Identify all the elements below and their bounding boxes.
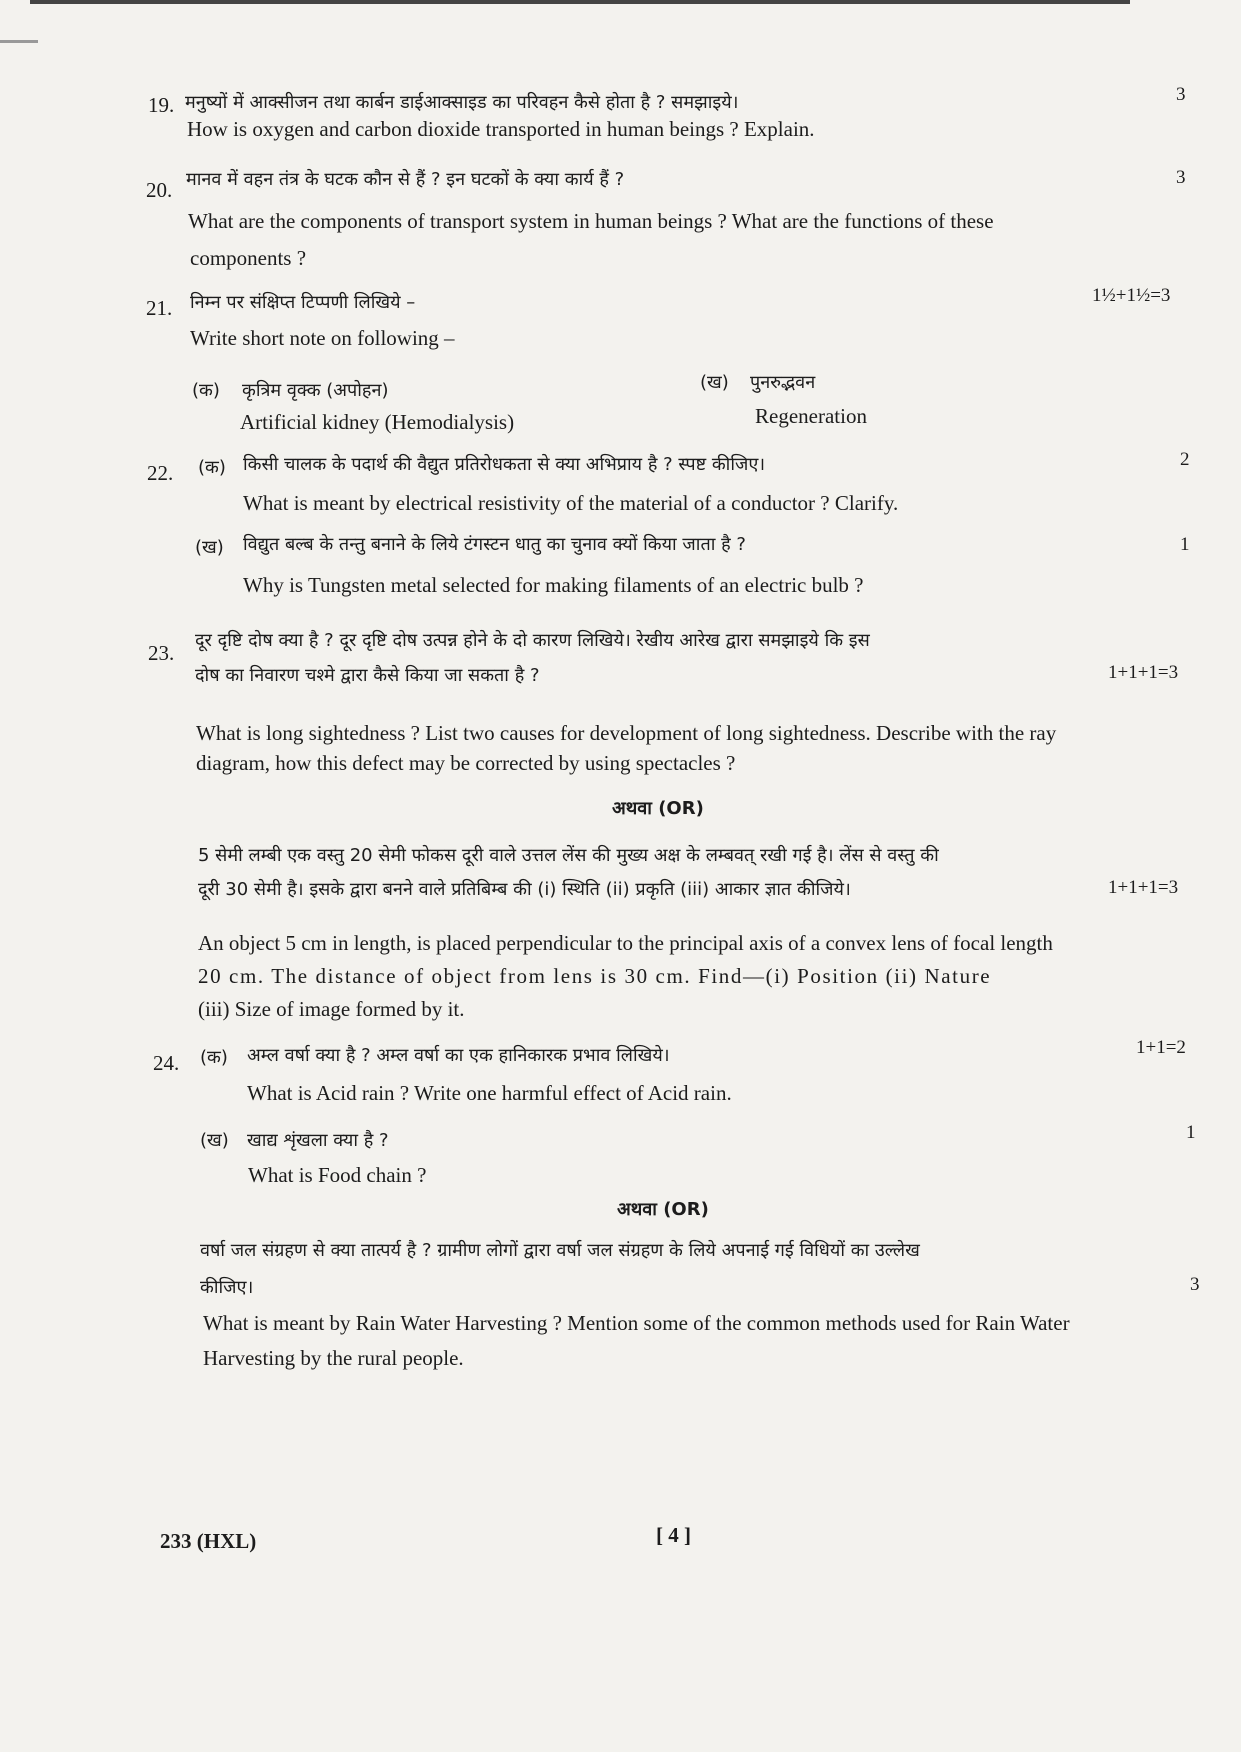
q24-or-heading: अथवा (OR) bbox=[617, 1199, 709, 1220]
q19-hindi: मनुष्यों में आक्सीजन तथा कार्बन डाईआक्साइड का परिवहन कैसे होता है ? समझाइये। bbox=[185, 92, 739, 113]
q21-hindi: निम्न पर संक्षिप्त टिप्पणी लिखिये – bbox=[190, 292, 416, 313]
page-corner-mark bbox=[0, 0, 38, 43]
q19-marks: 3 bbox=[1176, 84, 1186, 105]
q22-part-b-label: (ख) bbox=[195, 537, 224, 558]
q22-number: 22. bbox=[147, 461, 174, 485]
q22-part-a-english: What is meant by electrical resistivity of the material of a conductor ? Clarify. bbox=[243, 491, 899, 515]
q23-alt-hindi-line1: 5 सेमी लम्बी एक वस्तु 20 सेमी फोकस दूरी वाले उत्तल लेंस की मुख्य अक्ष के लम्बवत् रखी गई है। लेंस से वस्तु की bbox=[198, 845, 939, 866]
q24-part-a-marks: 1+1=2 bbox=[1136, 1037, 1186, 1058]
q21-part-a-english: Artificial kidney (Hemodialysis) bbox=[240, 410, 515, 434]
q20-number: 20. bbox=[146, 178, 173, 202]
q24-alt-english-line2: Harvesting by the rural people. bbox=[203, 1346, 464, 1370]
q24-part-a-hindi: अम्ल वर्षा क्या है ? अम्ल वर्षा का एक हानिकारक प्रभाव लिखिये। bbox=[247, 1045, 670, 1066]
q24-part-b-label: (ख) bbox=[200, 1130, 229, 1151]
q22-part-b-marks: 1 bbox=[1180, 534, 1190, 555]
q23-english-line1: What is long sightedness ? List two causes for development of long sightedness. Describe with the ray bbox=[196, 721, 1057, 745]
q20-hindi: मानव में वहन तंत्र के घटक कौन से हैं ? इन घटकों के क्या कार्य हैं ? bbox=[186, 169, 625, 190]
q23-english-line2: diagram, how this defect may be corrected by using spectacles ? bbox=[196, 751, 736, 775]
q20-english-line1: What are the components of transport system in human beings ? What are the functions of these bbox=[188, 209, 994, 233]
q24-number: 24. bbox=[153, 1051, 180, 1075]
q19-english: How is oxygen and carbon dioxide transported in human beings ? Explain. bbox=[187, 117, 815, 141]
q23-alt-english-line3: (iii) Size of image formed by it. bbox=[198, 997, 465, 1021]
q21-english: Write short note on following – bbox=[190, 326, 455, 350]
q24-part-a-english: What is Acid rain ? Write one harmful effect of Acid rain. bbox=[247, 1081, 732, 1105]
q23-hindi-line2: दोष का निवारण चश्मे द्वारा कैसे किया जा सकता है ? bbox=[195, 665, 540, 686]
q22-part-a-label: (क) bbox=[198, 457, 226, 478]
q21-part-a-hindi: कृत्रिम वृक्क (अपोहन) bbox=[242, 380, 389, 401]
q21-marks: 1½+1½=3 bbox=[1092, 285, 1171, 306]
q21-part-b-english: Regeneration bbox=[755, 404, 867, 428]
q24-part-b-hindi: खाद्य शृंखला क्या है ? bbox=[247, 1130, 389, 1151]
top-border-line bbox=[30, 0, 1130, 4]
q23-alt-hindi-line2: दूरी 30 सेमी है। इसके द्वारा बनने वाले प्रतिबिम्ब की (i) स्थिति (ii) प्रकृति (iii) आकार ज्ञात कीजिये। bbox=[198, 879, 851, 900]
paper-code: 233 (HXL) bbox=[160, 1529, 257, 1553]
q24-alt-hindi-line1: वर्षा जल संग्रहण से क्या तात्पर्य है ? ग्रामीण लोगों द्वारा वर्षा जल संग्रहण के लिये अपनाई गई विधियों का उल्लेख bbox=[200, 1240, 920, 1261]
q23-number: 23. bbox=[148, 641, 175, 665]
q23-alt-marks: 1+1+1=3 bbox=[1108, 877, 1179, 898]
q24-alt-english-line1: What is meant by Rain Water Harvesting ? Mention some of the common methods used for Rain Water bbox=[203, 1311, 1070, 1335]
q22-part-a-hindi: किसी चालक के पदार्थ की वैद्युत प्रतिरोधकता से क्या अभिप्राय है ? स्पष्ट कीजिए। bbox=[243, 454, 766, 475]
q22-part-b-english: Why is Tungsten metal selected for making filaments of an electric bulb ? bbox=[243, 573, 864, 597]
q23-marks: 1+1+1=3 bbox=[1108, 662, 1179, 683]
q20-marks: 3 bbox=[1176, 167, 1186, 188]
q24-part-a-label: (क) bbox=[200, 1047, 228, 1068]
page-number: [ 4 ] bbox=[656, 1523, 691, 1547]
q20-english-line2: components ? bbox=[190, 246, 307, 270]
q19-number: 19. bbox=[148, 93, 175, 117]
q21-part-b-label: (ख) bbox=[700, 372, 729, 393]
q21-part-b-hindi: पुनरुद्भवन bbox=[750, 372, 816, 393]
q24-part-b-marks: 1 bbox=[1186, 1122, 1196, 1143]
q22-part-b-hindi: विद्युत बल्ब के तन्तु बनाने के लिये टंगस्टन धातु का चुनाव क्यों किया जाता है ? bbox=[243, 534, 746, 555]
q23-alt-english-line2: 20 cm. The distance of object from lens is 30 cm. Find—(i) Position (ii) Nature bbox=[198, 964, 992, 988]
q21-number: 21. bbox=[146, 296, 173, 320]
q23-alt-english-line1: An object 5 cm in length, is placed perpendicular to the principal axis of a convex lens of focal length bbox=[198, 931, 1053, 955]
q22-part-a-marks: 2 bbox=[1180, 449, 1190, 470]
q23-hindi-line1: दूर दृष्टि दोष क्या है ? दूर दृष्टि दोष उत्पन्न होने के दो कारण लिखिये। रेखीय आरेख द्वारा समझाइये कि इस bbox=[195, 630, 870, 651]
q24-alt-hindi-line2: कीजिए। bbox=[200, 1277, 254, 1298]
q21-part-a-label: (क) bbox=[192, 380, 220, 401]
q24-part-b-english: What is Food chain ? bbox=[248, 1163, 427, 1187]
q24-alt-marks: 3 bbox=[1190, 1274, 1200, 1295]
q23-or-heading: अथवा (OR) bbox=[612, 798, 704, 819]
